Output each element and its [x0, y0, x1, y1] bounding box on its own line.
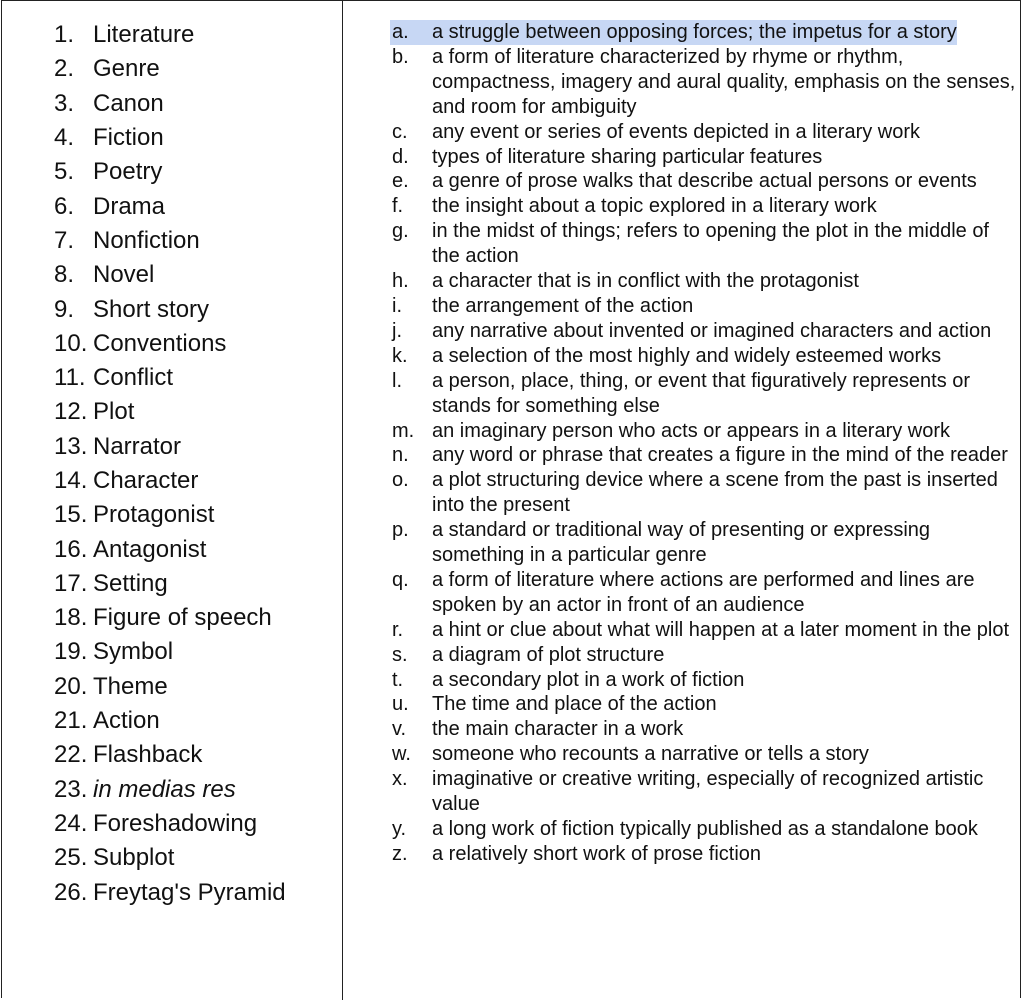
term-number: 10. — [54, 329, 88, 357]
definition-letter: a. — [390, 20, 432, 45]
definition-letter: u. — [392, 693, 409, 716]
term-number: 17. — [54, 569, 88, 597]
definition-text[interactable]: a secondary plot in a work of fiction — [432, 668, 745, 691]
term-number: 12. — [54, 398, 88, 426]
term-label: Poetry — [93, 158, 163, 186]
definition-item — [390, 518, 1020, 568]
term-label: Plot — [93, 398, 135, 426]
term-number: 15. — [54, 501, 88, 529]
term-label: Setting — [93, 569, 168, 597]
term-item — [2, 498, 340, 532]
definition-item — [390, 120, 1020, 145]
definition-item — [390, 618, 1020, 643]
definition-text[interactable]: a standard or traditional way of presenting or expressing something in a particular genre — [432, 519, 931, 567]
term-label: Conflict — [93, 364, 174, 392]
term-label: Genre — [93, 55, 160, 83]
term-number: 21. — [54, 707, 88, 735]
term-number: 9. — [54, 295, 75, 323]
term-number: 7. — [54, 226, 75, 254]
term-label: Fiction — [93, 124, 164, 152]
definition-item — [390, 742, 1020, 767]
column-divider — [342, 1, 343, 1000]
definition-item — [390, 767, 1020, 817]
definition-text[interactable]: types of literature sharing particular features — [432, 145, 823, 168]
definition-item — [390, 269, 1020, 294]
definition-item — [390, 145, 1020, 170]
definition-text[interactable]: a diagram of plot structure — [432, 643, 665, 666]
definition-item — [390, 717, 1020, 742]
definition-text[interactable]: any event or series of events depicted in a literary work — [432, 120, 921, 143]
term-label: Symbol — [93, 638, 174, 666]
term-label: Narrator — [93, 432, 182, 460]
definition-letter: w. — [392, 743, 411, 766]
definition-item — [390, 194, 1020, 219]
definition-text[interactable]: a genre of prose walks that describe actual persons or events — [432, 170, 977, 193]
definition-text[interactable]: the main character in a work — [432, 718, 684, 741]
term-label: Novel — [93, 261, 155, 289]
definition-text[interactable]: in the midst of things; refers to opening the plot in the middle of the action — [432, 220, 989, 268]
definition-text[interactable]: any narrative about invented or imagined characters and action — [432, 319, 992, 342]
definition-item — [390, 468, 1020, 518]
definition-letter: q. — [392, 568, 409, 591]
term-label: Canon — [93, 89, 164, 117]
term-number: 14. — [54, 467, 88, 494]
term-label: Subplot — [93, 844, 175, 872]
definition-letter: y. — [392, 818, 407, 840]
term-label: Foreshadowing — [93, 809, 258, 837]
definition-text[interactable]: a character that is in conflict with the protagonist — [432, 270, 859, 293]
definition-letter: d. — [392, 145, 409, 168]
term-label: Theme — [93, 672, 168, 700]
term-item — [2, 635, 340, 669]
definition-item — [390, 219, 1020, 269]
term-label: Character — [93, 467, 199, 494]
term-label: Freytag's Pyramid — [93, 878, 286, 906]
definition-item — [390, 443, 1020, 468]
term-item — [2, 670, 340, 704]
term-item — [2, 601, 340, 635]
definition-item — [390, 344, 1020, 369]
definition-text[interactable]: a person, place, thing, or event that figuratively represents or stands for something else — [432, 369, 971, 417]
definition-item — [390, 169, 1020, 194]
term-number: 18. — [54, 604, 88, 632]
definition-letter: e. — [392, 170, 409, 193]
term-number: 1. — [54, 21, 75, 49]
definition-letter: b. — [392, 45, 409, 68]
definition-letter: z. — [392, 842, 408, 865]
definition-item — [390, 692, 1020, 717]
term-item — [2, 189, 340, 223]
definition-letter: m. — [392, 419, 415, 442]
term-label: Flashback — [93, 741, 203, 769]
definition-letter: f. — [392, 195, 404, 218]
definition-item — [390, 45, 1020, 120]
term-label: Drama — [93, 192, 166, 220]
term-item — [2, 327, 340, 361]
term-number: 4. — [54, 124, 75, 152]
definition-letter: c. — [392, 120, 408, 143]
definition-text[interactable]: someone who recounts a narrative or tells a story — [432, 743, 869, 766]
term-item — [2, 155, 340, 189]
term-item — [2, 738, 340, 772]
term-number: 11. — [54, 364, 86, 392]
term-number: 19. — [54, 638, 88, 666]
term-number: 2. — [54, 55, 75, 83]
term-item — [2, 532, 340, 566]
term-label: Figure of speech — [93, 604, 272, 632]
definition-letter: s. — [392, 643, 408, 666]
term-number: 23. — [54, 775, 88, 803]
definition-text[interactable]: a form of literature where actions are performed and lines are spoken by an actor in front of an audience — [432, 568, 975, 616]
definition-text[interactable]: a long work of fiction typically published as a standalone book — [432, 818, 978, 840]
term-number: 13. — [54, 432, 88, 460]
matching-table — [1, 0, 1021, 998]
term-number: 25. — [54, 844, 88, 872]
term-number: 3. — [54, 89, 75, 117]
term-label: Short story — [93, 295, 210, 323]
definition-text[interactable]: the arrangement of the action — [432, 294, 694, 317]
definition-text[interactable]: any word or phrase that creates a figure in the mind of the reader — [432, 444, 1008, 467]
definition-text[interactable]: a relatively short work of prose fiction — [432, 842, 762, 865]
definition-letter: n. — [392, 444, 409, 467]
term-item — [2, 807, 340, 841]
term-number: 6. — [54, 192, 75, 220]
term-label: Protagonist — [93, 501, 215, 529]
term-item — [2, 395, 340, 429]
term-item — [2, 567, 340, 601]
term-label: Conventions — [93, 329, 227, 357]
term-label: in medias res — [93, 775, 236, 803]
term-item — [2, 121, 340, 155]
term-number: 16. — [54, 535, 88, 563]
term-item — [2, 773, 340, 807]
definition-letter: r. — [392, 618, 404, 641]
definition-item — [390, 419, 1020, 444]
term-item — [2, 292, 340, 326]
term-label: Action — [93, 707, 160, 735]
term-item — [2, 464, 340, 498]
definition-text[interactable]: a struggle between opposing forces; the impetus for a story — [432, 21, 957, 43]
term-item — [2, 430, 340, 464]
definition-item — [390, 842, 1020, 867]
definition-text[interactable]: the insight about a topic explored in a literary work — [432, 195, 877, 218]
definition-item — [390, 568, 1020, 618]
definition-letter: h. — [392, 270, 409, 293]
definition-item — [390, 668, 1020, 693]
term-number: 20. — [54, 672, 88, 700]
definition-letter: t. — [392, 668, 404, 691]
term-item — [2, 841, 340, 875]
definition-text[interactable]: a plot structuring device where a scene from the past is inserted into the present — [432, 469, 998, 517]
terms-column — [2, 18, 340, 910]
definition-item — [390, 294, 1020, 319]
term-label: Antagonist — [93, 535, 207, 563]
definition-letter: g. — [392, 220, 409, 243]
term-item — [2, 52, 340, 86]
definition-letter: p. — [392, 519, 409, 542]
definition-item — [390, 643, 1020, 668]
term-item — [2, 224, 340, 258]
definition-letter: l. — [392, 369, 402, 392]
term-item — [2, 361, 340, 395]
definitions-column — [390, 20, 1020, 867]
term-number: 22. — [54, 741, 88, 769]
term-item — [2, 18, 340, 52]
definition-letter: x. — [392, 768, 408, 791]
definition-letter: k. — [392, 344, 408, 367]
term-number: 24. — [54, 809, 88, 837]
definition-letter: v. — [392, 718, 407, 741]
term-number: 8. — [54, 261, 75, 289]
definition-letter: o. — [392, 469, 409, 492]
definition-text[interactable]: imaginative or creative writing, especially of recognized artistic value — [432, 768, 984, 816]
definition-text[interactable]: a form of literature characterized by rhyme or rhythm, compactness, imagery and aural quality, emphasis on the senses, and room for ambiguity — [432, 45, 1016, 118]
term-item — [2, 258, 340, 292]
term-number: 26. — [54, 878, 88, 906]
term-item — [2, 875, 340, 909]
definition-text[interactable]: a hint or clue about what will happen at a later moment in the plot — [432, 618, 1010, 641]
term-label: Literature — [93, 21, 195, 49]
definition-text[interactable]: an imaginary person who acts or appears in a literary work — [432, 419, 951, 442]
term-number: 5. — [54, 158, 75, 186]
definition-item-selected — [390, 20, 1020, 45]
definition-item — [390, 369, 1020, 419]
definition-text[interactable]: The time and place of the action — [432, 693, 717, 716]
term-label: Nonfiction — [93, 226, 200, 254]
definition-item — [390, 817, 1020, 842]
definition-text[interactable]: a selection of the most highly and widely esteemed works — [432, 344, 942, 367]
definition-letter: j. — [392, 319, 402, 342]
term-item — [2, 87, 340, 121]
definition-item — [390, 319, 1020, 344]
term-item — [2, 704, 340, 738]
definition-letter: i. — [392, 294, 402, 317]
